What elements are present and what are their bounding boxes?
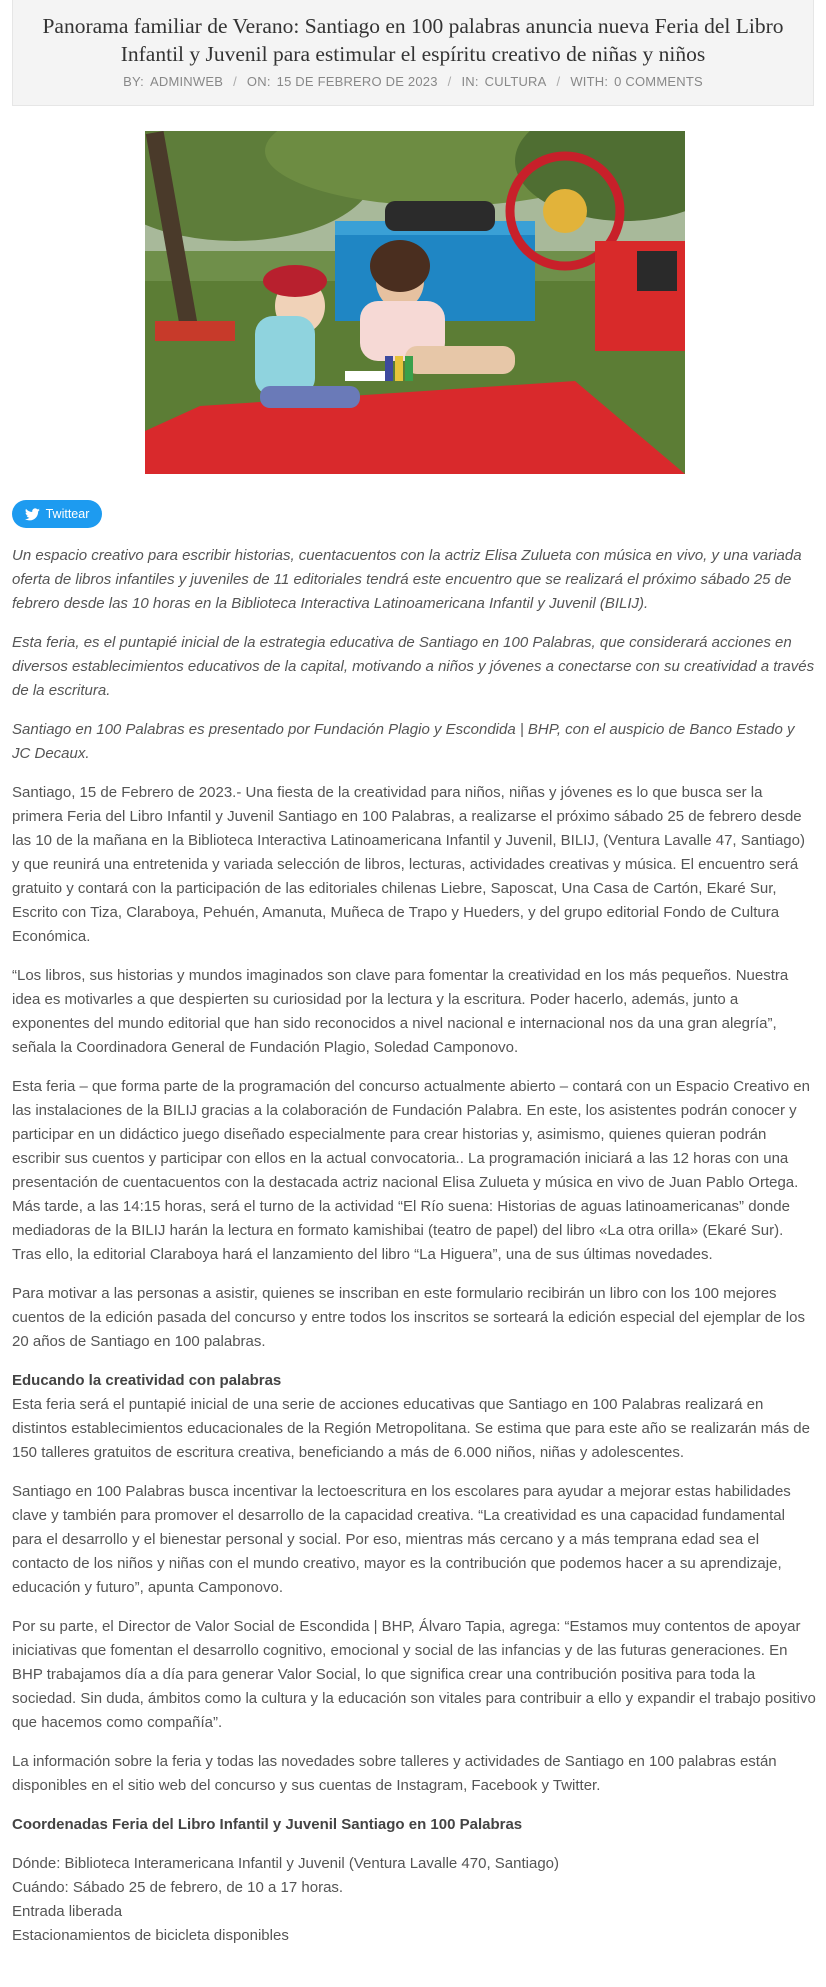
meta-comments-link[interactable]: 0 COMMENTS [614,74,703,89]
meta-separator: / [447,74,452,89]
body-paragraph: “Los libros, sus historias y mundos imaginados son clave para fomentar la creatividad en los más pequeños. Nuestra idea es motivarles a que despierten su curiosidad por la lectura y la escritura. Poder hacerlo, además, junto a exponentes del mundo editorial que han sido reconocidos a nivel nacional e internacional nos da una gran alegría”, señala la Coordinadora General de Fundación Plagio, Soledad Camponovo. [12,967,789,1056]
meta-separator: / [556,74,561,89]
meta-date: 15 DE FEBRERO DE 2023 [276,74,438,89]
body-paragraph: Esta feria – que forma parte de la programación del concurso actualmente abierto – contará con un Espacio Creativo en las instalaciones de la BILIJ gracias a la colaboración de Fundación Palabra. En este, los asistentes podrán conocer y participar en un didáctico juego diseñado especialmente para crear historias y, asimismo, quienes quieran podrán escribir sus cuentos y participar con ellos en la actual convocatoria.. La programación iniciará a las 12 horas con una presentación de cuentacuentos con la destacada actriz nacional Elisa Zulueta y música en vivo de Juan Pablo Ortega. Más tarde, a las 14:15 horas, será el turno de la actividad “El Río suena: Historias de aguas latinoamericanas” donde mediadoras de la BILIJ harán la lectura en formato kamishibai (teatro de papel) del libro «La otra orilla» (Ekaré Sur). Tras ello, la editorial Claraboya hará el lanzamiento del libro “La Higuera”, una de sus últimas novedades. [12,1078,810,1263]
meta-separator: / [233,74,237,89]
body-paragraph: Santiago, 15 de Febrero de 2023.- Una fiesta de la creatividad para niños, niñas y jóvenes es lo que busca ser la primera Feria del Libro Infantil y Juvenil Santiago en 100 Palabras, a realizarse el próximo sábado 25 de febrero desde las 10 de la mañana en la Biblioteca Interactiva Latinoamericana Infantil y Juvenil, BILIJ, (Ventura Lavalle 47, Santiago) y que reunirá una entretenida y variada selección de libros, lecturas, actividades creativas y música. El encuentro será gratuito y contará con la participación de las editoriales chilenas Liebre, Saposcat, Una Casa de Cartón, Ekaré Sur, Escrito con Tiza, Claraboya, Pehuén, Amanuta, Muñeca de Trapo y Hueders, y del grupo editorial Fondo de Cultura Económica. [12,784,805,945]
coordinates-parking: Estacionamientos de bicicleta disponibles [12,1927,289,1944]
hero-photo-illustration [145,131,685,474]
intro-paragraph: Santiago en 100 Palabras es presentado por Fundación Plagio y Escondida | BHP, con el auspicio de Banco Estado y JC Decaux. [12,721,795,762]
education-section [12,1369,816,1465]
tweet-button[interactable] [12,500,102,528]
section-heading: Coordenadas Feria del Libro Infantil y Juvenil Santiago en 100 Palabras [12,1816,523,1833]
twitter-bird-icon [25,508,40,521]
meta-category-link[interactable]: CULTURA [484,74,547,89]
intro-paragraph: Esta feria, es el puntapié inicial de la estrategia educativa de Santiago en 100 Palabras, que considerará acciones en diversos establecimientos educativos de la capital, motivando a niños y jóvenes a conectarse con su creatividad a través de la escritura. [12,634,815,699]
article-meta [13,74,813,89]
meta-by-label: BY: [123,74,144,89]
coordinates-where: Dónde: Biblioteca Interamericana Infantil y Juvenil (Ventura Lavalle 470, Santiago) [12,1855,559,1872]
article-body [12,544,816,1963]
meta-author-link[interactable]: ADMINWEB [150,74,224,89]
article-title: Panorama familiar de Verano: Santiago en 100 palabras anuncia nueva Feria del Libro Infantil y Juvenil para estimular el espíritu creativo de niñas y niños [42,14,784,66]
section-heading: Educando la creatividad con palabras [12,1372,282,1389]
body-paragraph: La información sobre la feria y todas las novedades sobre talleres y actividades de Santiago en 100 palabras están disponibles en el sitio web del concurso y sus cuentas de Instagram, Facebook y Twitter. [12,1753,777,1794]
body-paragraph: Santiago en 100 Palabras busca incentivar la lectoescritura en los escolares para ayudar a mejorar estas habilidades clave y también para promover el desarrollo de la capacidad creativa. “La creatividad es una capacidad fundamental para el desarrollo y el bienestar personal y social. Por eso, mientras más cercano y a más temprana edad sea el contacto de los niños y niñas con el mundo creativo, mayor es la contribución que podemos hacer a su aprendizaje, educación y futuro”, apunta Camponovo. [12,1483,791,1596]
coordinates-entry: Entrada liberada [12,1903,123,1920]
intro-paragraph: Un espacio creativo para escribir historias, cuentacuentos con la actriz Elisa Zulueta con música en vivo, y una variada oferta de libros infantiles y juveniles de 11 editoriales tendrá este encuentro que se realizará el próximo sábado 25 de febrero desde las 10 horas en la Biblioteca Interactiva Latinoamericana Infantil y Juvenil (BILIJ). [12,547,802,612]
coordinates-heading-paragraph [12,1813,816,1837]
body-paragraph: Esta feria será el puntapié inicial de una serie de acciones educativas que Santiago en 100 Palabras realizará en distintos establecimientos educacionales de la Región Metropolitana. Se estima que para este año se realizarán más de 150 talleres gratuitos de escritura creativa, beneficiando a más de 6.000 niños, niñas y adolescentes. [12,1396,810,1461]
article-header [12,0,814,106]
body-paragraph: Para motivar a las personas a asistir, quienes se inscriban en este formulario recibirán un libro con los 100 mejores cuentos de la edición pasada del concurso y entre todos los inscritos se sorteará la edición especial del ejemplar de los 20 años de Santiago en 100 palabras. [12,1285,805,1350]
meta-in-label: IN: [461,74,479,89]
body-paragraph: Por su parte, el Director de Valor Social de Escondida | BHP, Álvaro Tapia, agrega: “Estamos muy contentos de apoyar iniciativas que fomentan el desarrollo cognitivo, emocional y social de las infancias y de las futuras generaciones. En BHP trabajamos día a día para generar Valor Social, lo que significa crear una contribución positiva para toda la sociedad. Sin duda, ámbitos como la cultura y la educación son vitales para contribuir a ello y expandir el trabajo positivo que hacemos como compañía”. [12,1618,816,1731]
hero-photo [145,131,685,474]
tweet-button-label: Twittear [45,507,90,521]
meta-on-label: ON: [246,74,271,89]
coordinates-details [12,1852,816,1948]
meta-with-label: WITH: [570,74,609,89]
coordinates-when: Cuándo: Sábado 25 de febrero, de 10 a 17 horas. [12,1879,344,1896]
